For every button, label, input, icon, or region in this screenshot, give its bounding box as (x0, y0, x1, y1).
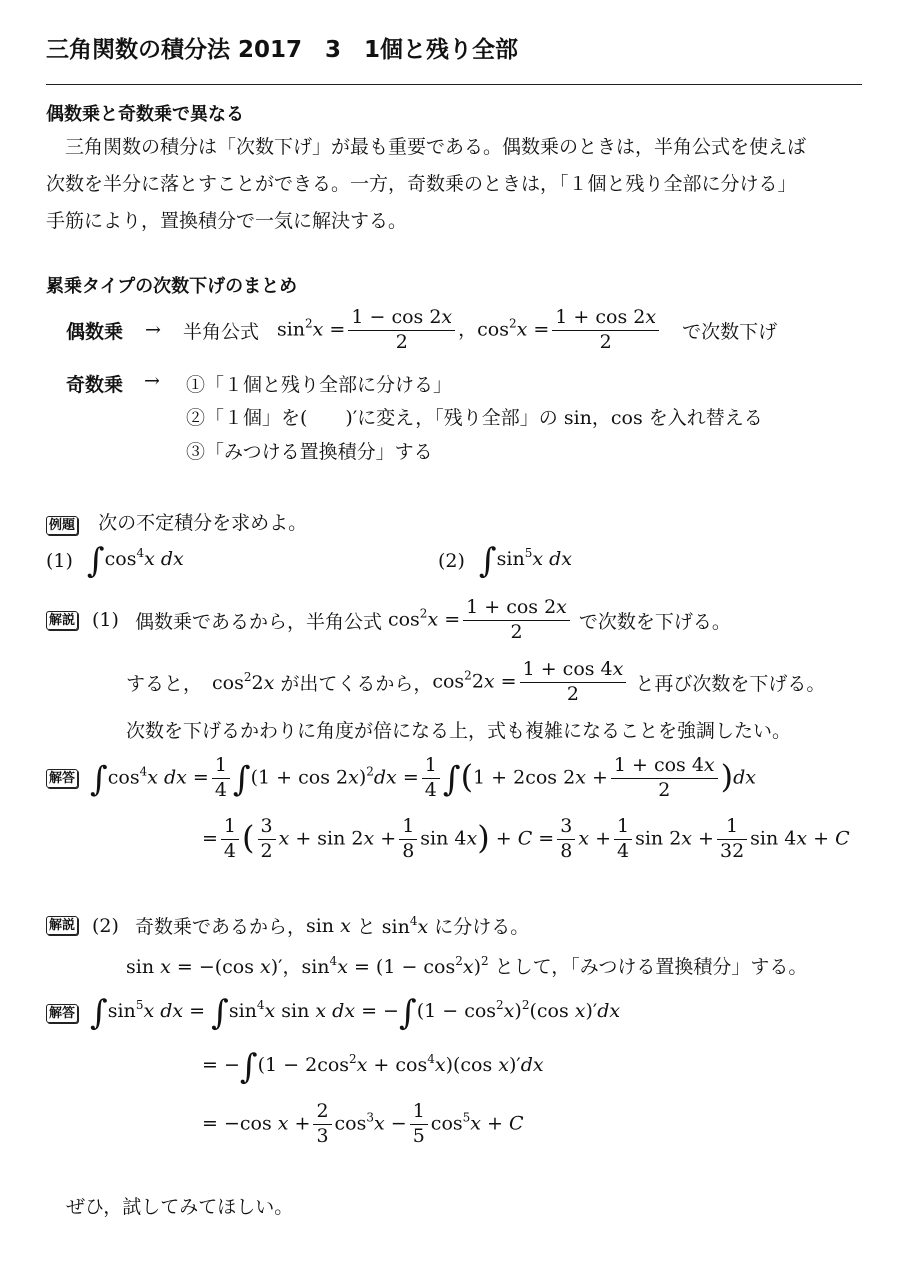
solution2-text-c: に分ける。 (434, 916, 530, 938)
kaitou-badge-2: 解答 (46, 1004, 78, 1023)
section1-line-2: 次数を半分に落とすことができる。一方，奇数乗のときは，「１個と残り全部に分ける」 (46, 173, 797, 195)
section2-heading: 累乗タイプの次数下げのまとめ (46, 276, 298, 297)
solution1-text-c: すると， (126, 672, 203, 695)
solution2-text-a: 奇数乗であるから， (134, 916, 306, 938)
example-badge: 例題 (46, 516, 78, 535)
half-angle-cos-4x: $\cos^22x$ = $\frac{1 + \cos 4x}{2}$ (432, 658, 629, 707)
solution1-text-b: で次数を下げる。 (578, 610, 731, 633)
example-prompt: 次の不定積分を求めよ。 (98, 512, 308, 534)
arrow-icon: → (144, 370, 160, 392)
section1-line-1: 三角関数の積分は「次数下げ」が最も重要である。偶数乗のときは，半角公式を使えば (65, 136, 807, 158)
kaisetsu-badge-1: 解説 (46, 611, 78, 630)
sin-x: sin x (305, 914, 351, 937)
problem-2-label: (2) (438, 550, 465, 572)
kaitou-badge-1: 解答 (46, 769, 78, 788)
odd-step-2: ②「１個」を( )′に変え，「残り全部」の sin，cos を入れ替える (186, 407, 763, 429)
solution1-line-3: 次数を下げるかわりに角度が倍になる上，式も複雑になることを強調したい。 (126, 720, 792, 742)
half-angle-formula: $\sin^2x$ = $\frac{1 - \cos 2x}{2}$ ，$\cos^2x$ = $\frac{1 + \cos 2x}{2}$ (277, 306, 662, 355)
even-text-2: で次数下げ (682, 320, 778, 343)
page-title: 三角関数の積分法 2017 3 1個と残り全部 (46, 37, 519, 63)
answer2-expression-3: = −cos x + $\frac{2}{3}$ $\cos^3x$ − $\frac{1}{5}$ $\cos^5x + C$ (202, 1100, 524, 1147)
answer2-line-3 (202, 1100, 524, 1149)
example-row (46, 508, 307, 535)
odd-step-1: ①「１個と残り全部に分ける」 (186, 374, 453, 396)
answer1-line-1 (46, 754, 756, 803)
answer1-expression-2: = $\frac{1}{4}$ ( $\frac{3}{2}$ x + sin 2x + $\frac{1}{8}$ sin 4x) + C = $\frac{3}{8}$ x + $\frac{1}{4}$ sin 2x + $\frac{1}{32}$ sin 4x + C (202, 815, 850, 862)
answer2-expression-1: $\int\sin^5x$ dx = $\int\sin^4x$ sin x dx = $-\int(1 - \cos^2x)^2(\cos$ x)′dx (90, 993, 621, 1033)
problem-2 (438, 541, 572, 581)
title-divider (46, 84, 862, 85)
solution2-line-2 (126, 952, 807, 979)
solution1-line-2 (126, 658, 825, 707)
odd-label: 奇数乗 (66, 374, 124, 396)
solution1-text-a: 偶数乗であるから，半角公式 (134, 610, 382, 633)
even-label: 偶数乗 (66, 320, 124, 343)
kaisetsu-badge-2: 解説 (46, 916, 78, 935)
answer2-line-2 (202, 1047, 544, 1087)
solution1-label: (1) (92, 609, 119, 632)
problem-2-integral: $\int\sin^5x$ dx (478, 541, 572, 581)
even-text-1: 半角公式 (182, 320, 259, 343)
odd-step-3: ③「みつける置換積分」する (186, 441, 433, 463)
section1-paragraph (46, 129, 862, 240)
answer2-line-1 (46, 993, 621, 1033)
problem-1-label: (1) (46, 550, 73, 572)
answer2-expression-2: = $-\int(1 - 2\cos^2x + \cos^4x)(\cos$ x)′dx (202, 1047, 544, 1087)
cos-squared-2x: $\cos^22x$ (212, 670, 275, 695)
problem-1-integral: $\int\cos^4x$ dx (86, 541, 184, 581)
substitution-relations: sin x = −(cos x)′，$\sin^4x = (1 - \cos^2x)^2$ (126, 954, 489, 978)
section1-line-3: 手筋により，置換積分で一気に解決する。 (46, 210, 408, 232)
solution1-text-e: と再び次数を下げる。 (635, 672, 826, 695)
section1-heading: 偶数乗と奇数乗で異なる (46, 104, 244, 125)
arrow-icon: → (145, 319, 161, 342)
answer1-line-2 (202, 815, 850, 864)
half-angle-cos: $\cos^2x$ = $\frac{1 + \cos 2x}{2}$ (388, 596, 573, 645)
problem-1 (46, 541, 184, 581)
solution2-text-b: と (356, 916, 376, 938)
solution2-label: (2) (92, 914, 119, 937)
answer1-expression-1: $\int\cos^4x$ dx = $\frac{1}{4}$ $\int(1 + \cos 2x)^2dx$ = $\frac{1}{4}$ ∫(1 + 2cos 2x + $\frac{1 + \cos 4x}{2}$ )dx (90, 754, 757, 801)
even-power-row (66, 306, 777, 355)
solution2-text-d: として，「みつける置換積分」する。 (494, 956, 808, 978)
solution2-line-1 (46, 912, 529, 939)
solution1-text-d: が出てくるから， (280, 672, 433, 695)
sin-4-x: $\sin^4x$ (381, 913, 429, 938)
footer-text: ぜひ，試してみてほしい。 (66, 1196, 294, 1218)
solution1-line-1 (46, 596, 731, 645)
